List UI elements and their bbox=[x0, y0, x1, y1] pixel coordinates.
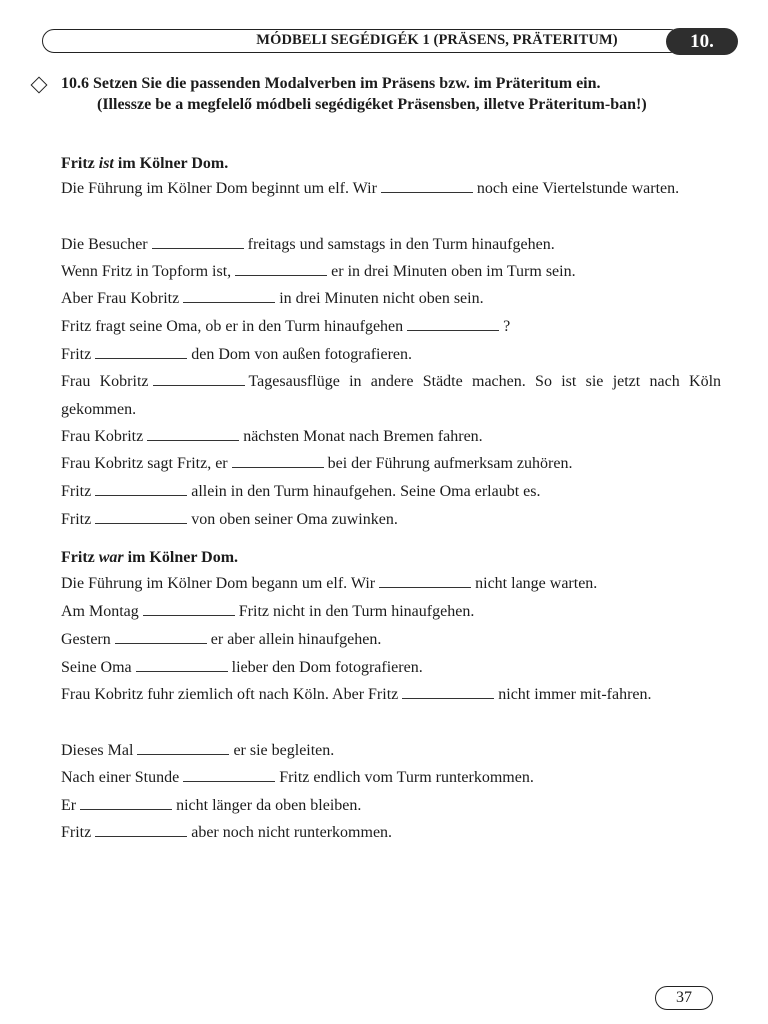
present-sentence bbox=[61, 258, 721, 286]
chapter-header bbox=[42, 29, 738, 55]
heading-text: Fritz bbox=[61, 549, 99, 566]
past-sentence bbox=[61, 792, 721, 820]
sentence-end: er in drei Minuten oben im Turm sein. bbox=[331, 263, 576, 280]
answer-blank[interactable] bbox=[115, 629, 207, 644]
answer-blank[interactable] bbox=[153, 371, 245, 386]
sentence-end: Fritz endlich vom Turm runterkommen. bbox=[279, 769, 534, 786]
sentence-start: Wenn Fritz in Topform ist, bbox=[61, 263, 232, 280]
past-sentence bbox=[61, 570, 721, 598]
exercise-instruction bbox=[61, 73, 721, 115]
heading-text: im Kölner Dom. bbox=[113, 155, 229, 172]
sentence-start: Die Führung im Kölner Dom begann um elf. Wir bbox=[61, 575, 376, 592]
sentence-end: aber noch nicht runterkommen. bbox=[191, 824, 393, 841]
sentence-end: von oben seiner Oma zuwinken. bbox=[191, 511, 398, 528]
answer-blank[interactable] bbox=[147, 426, 239, 441]
answer-blank[interactable] bbox=[235, 261, 327, 276]
sentence-end: bei der Führung aufmerksam zuhören. bbox=[327, 455, 573, 472]
sentence-start: Fritz bbox=[61, 824, 92, 841]
sentence-end: er sie begleiten. bbox=[233, 742, 335, 759]
heading-text: Fritz bbox=[61, 155, 99, 172]
answer-blank[interactable] bbox=[232, 453, 324, 468]
sentence-start: Fritz fragt seine Oma, ob er in den Turm hinaufgehen bbox=[61, 318, 404, 335]
present-sentence bbox=[61, 285, 721, 313]
heading-verb: war bbox=[98, 549, 124, 566]
diamond-icon bbox=[31, 77, 48, 94]
answer-blank[interactable] bbox=[381, 178, 473, 193]
past-sentence bbox=[61, 654, 721, 682]
heading-text: im Kölner Dom. bbox=[123, 549, 239, 566]
sentence-start: Seine Oma bbox=[61, 659, 132, 676]
past-sentence bbox=[61, 598, 721, 626]
past-sentence bbox=[61, 764, 721, 792]
sentence-end: Fritz nicht in den Turm hinaufgehen. bbox=[238, 603, 475, 620]
sentence-end: er aber allein hinaufgehen. bbox=[210, 631, 382, 648]
sentence-start: Fritz bbox=[61, 346, 92, 363]
chapter-title: MÓDBELI SEGÉDIGÉK 1 (PRÄSENS, PRÄTERITUM) bbox=[256, 32, 618, 48]
answer-blank[interactable] bbox=[95, 344, 187, 359]
present-sentence bbox=[61, 368, 721, 424]
present-sentence bbox=[61, 450, 721, 478]
heading-verb: ist bbox=[98, 155, 114, 172]
sentence-start: Frau Kobritz bbox=[61, 428, 144, 445]
answer-blank[interactable] bbox=[95, 822, 187, 837]
present-sentence bbox=[61, 423, 721, 451]
sentence-end: den Dom von außen fotografieren. bbox=[191, 346, 413, 363]
sentence-end: Tagesausflüge in andere Städte machen. So ist sie jetzt nach Köln gekommen. bbox=[61, 373, 722, 418]
answer-blank[interactable] bbox=[137, 740, 229, 755]
sentence-start: Frau Kobritz fuhr ziemlich oft nach Köln. Aber Fritz bbox=[61, 686, 399, 703]
past-sentence bbox=[61, 737, 721, 765]
answer-blank[interactable] bbox=[379, 573, 471, 588]
answer-blank[interactable] bbox=[80, 795, 172, 810]
present-sentence bbox=[61, 341, 721, 369]
sentence-end: noch eine Viertelstunde warten. bbox=[476, 180, 680, 197]
instruction-german: 10.6 Setzen Sie die passenden Modalverben im Präsens bzw. im Präteritum ein. bbox=[61, 75, 601, 92]
sentence-end: in drei Minuten nicht oben sein. bbox=[279, 290, 484, 307]
sentence-end: allein in den Turm hinaufgehen. Seine Oma erlaubt es. bbox=[191, 483, 541, 500]
section-heading-present bbox=[61, 155, 228, 173]
present-sentence bbox=[61, 313, 721, 341]
answer-blank[interactable] bbox=[152, 234, 244, 249]
sentence-end: ? bbox=[503, 318, 511, 335]
sentence-start: Am Montag bbox=[61, 603, 139, 620]
answer-blank[interactable] bbox=[183, 767, 275, 782]
sentence-end: nicht lange warten. bbox=[475, 575, 598, 592]
past-sentence bbox=[61, 681, 721, 709]
answer-blank[interactable] bbox=[402, 684, 494, 699]
present-sentence bbox=[61, 478, 721, 506]
sentence-end: freitags und samstags in den Turm hinaufgehen. bbox=[247, 236, 555, 253]
sentence-start: Frau Kobritz bbox=[61, 373, 149, 390]
sentence-start: Fritz bbox=[61, 483, 92, 500]
sentence-start: Die Besucher bbox=[61, 236, 148, 253]
answer-blank[interactable] bbox=[136, 657, 228, 672]
instruction-hungarian: (Illessze be a megfelelő módbeli segédigéket Präsensben, illetve Präteritum-ban!) bbox=[97, 96, 647, 113]
chapter-number-badge: 10. bbox=[666, 28, 738, 55]
answer-blank[interactable] bbox=[95, 509, 187, 524]
sentence-start: Nach einer Stunde bbox=[61, 769, 180, 786]
sentence-start: Er bbox=[61, 797, 77, 814]
past-sentence bbox=[61, 626, 721, 654]
sentence-end: lieber den Dom fotografieren. bbox=[231, 659, 423, 676]
page-number: 37 bbox=[655, 986, 713, 1010]
sentence-end: nächsten Monat nach Bremen fahren. bbox=[243, 428, 483, 445]
present-sentence bbox=[61, 231, 721, 259]
sentence-end: nicht länger da oben bleiben. bbox=[176, 797, 362, 814]
present-sentence bbox=[61, 175, 721, 203]
section-heading-past bbox=[61, 549, 238, 567]
sentence-start: Fritz bbox=[61, 511, 92, 528]
answer-blank[interactable] bbox=[143, 601, 235, 616]
sentence-start: Dieses Mal bbox=[61, 742, 134, 759]
present-sentence bbox=[61, 506, 721, 534]
sentence-start: Gestern bbox=[61, 631, 111, 648]
answer-blank[interactable] bbox=[183, 288, 275, 303]
answer-blank[interactable] bbox=[407, 316, 499, 331]
answer-blank[interactable] bbox=[95, 481, 187, 496]
sentence-start: Die Führung im Kölner Dom beginnt um elf. Wir bbox=[61, 180, 377, 197]
sentence-end: nicht immer mit-fahren. bbox=[498, 686, 652, 703]
sentence-start: Frau Kobritz sagt Fritz, er bbox=[61, 455, 228, 472]
past-sentence bbox=[61, 819, 721, 847]
sentence-start: Aber Frau Kobritz bbox=[61, 290, 180, 307]
